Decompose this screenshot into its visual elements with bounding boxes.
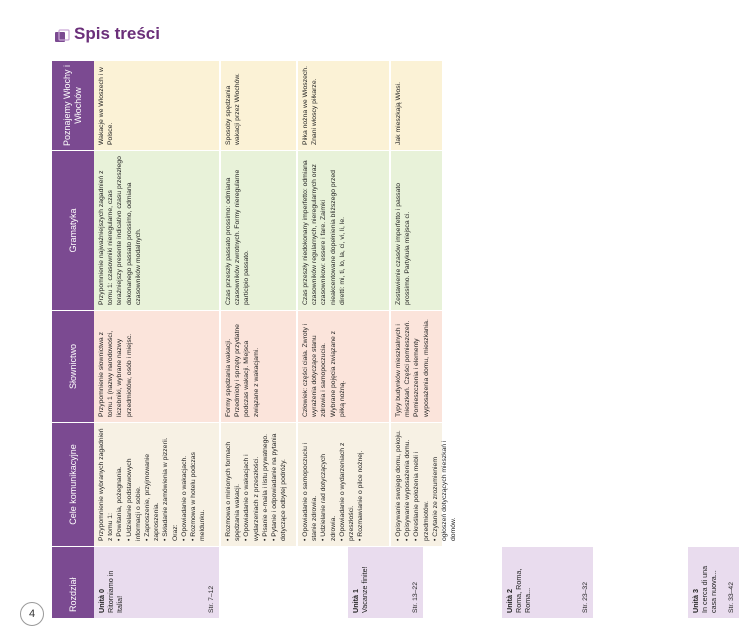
communication-item: • Opisywanie swojego domu, pokoju. bbox=[394, 428, 403, 541]
unit-pages: Str. 33–42 bbox=[727, 582, 735, 613]
communication-item: • Czytanie ze zrozumieniem ogłoszeń dotyczących mieszkań i domów. bbox=[431, 428, 459, 541]
column-header-grammar: Gramatyka bbox=[52, 150, 94, 310]
communication-item: • Opisywanie wyposażenia domu. bbox=[403, 428, 412, 541]
communication-item: • Powitania, pożegnania. bbox=[115, 428, 124, 541]
grammar-cell: Przypomnienie najważniejszych zagadnień z tomu 1: czasowniki nieregularne, czas teraźniejszy presente indicativo czasu przeszłego dokonanego passato prossimo, odmiana czasowników modalnych. bbox=[94, 150, 221, 310]
communication-item: • Rozmowa w hotelu podczas meldunku. bbox=[189, 428, 207, 541]
unit-cell bbox=[502, 546, 595, 618]
vocabulary-cell: Człowiek: części ciała. Zwroty i wyrażenia dotyczące stanu zdrowia i samopoczucia. Wybrane pojęcia związane z piłką nożną. bbox=[298, 310, 391, 422]
communication-cell bbox=[221, 422, 298, 546]
column-header-chapter: Rozdział bbox=[52, 546, 94, 618]
communication-item: Przypomnienie wybranych zagadnień z tomu 1: bbox=[98, 428, 115, 541]
grammar-cell: Zestawienie czasów imperfetto i passato prossimo. Partykuła miejsca ci. bbox=[391, 150, 444, 310]
column-vocabulary bbox=[52, 310, 444, 422]
culture-cell: Wakacje we Włoszech i w Polsce. bbox=[94, 60, 221, 150]
vocabulary-cell: Formy spędzania wakacji. Przedmioty i sprzęty przydatne podczas wakacji. Miejsca związane z wakacjami. bbox=[221, 310, 298, 422]
culture-cell: Jak mieszkają Włosi. bbox=[391, 60, 444, 150]
unit-pages: Str. 13–22 bbox=[411, 582, 419, 613]
page-title: Spis treści bbox=[74, 24, 160, 43]
unit-label: Unità 2 bbox=[505, 589, 514, 613]
communication-item: • Udzielanie rad dotyczących zdrowia. bbox=[319, 428, 337, 541]
column-header-communication: Cele komunikacyjne bbox=[52, 422, 94, 546]
column-chapter bbox=[52, 546, 735, 618]
communication-item: • Rozmowa o minionych formach spędzania wakacji. bbox=[224, 428, 242, 541]
communication-item: • Opowiadanie o samopoczuciu i stanie zdrowia. bbox=[301, 428, 319, 541]
culture-cell: Piłka nożna we Włoszech. Znani włoscy piłkarze. bbox=[298, 60, 391, 150]
communication-item: • Pisanie e-maila i listu prywatnego. bbox=[261, 428, 270, 541]
column-communication bbox=[52, 422, 458, 546]
communication-item: • Opowiadanie o wakacjach i wydarzeniach z przeszłości. bbox=[242, 428, 260, 541]
vocabulary-cell: Typy budynków mieszkalnych i mieszkań. Części pomieszczeń. Pomieszczenia i elementy wyposażenia domu, mieszkania. bbox=[391, 310, 444, 422]
unit-pages: Str. 7–12 bbox=[207, 585, 215, 613]
column-header-vocabulary: Słownictwo bbox=[52, 310, 94, 422]
communication-cell bbox=[94, 422, 221, 546]
unit-title: Vacanze finite! bbox=[360, 566, 370, 613]
page-number: 4 bbox=[20, 602, 44, 626]
unit-title: Ritorniamo in Italia! bbox=[106, 570, 125, 613]
communication-item: • Określanie położenia mebli i przedmiotów. bbox=[412, 428, 430, 541]
communication-cell bbox=[298, 422, 391, 546]
unit-label: Unità 3 bbox=[691, 589, 700, 613]
communication-cell bbox=[391, 422, 458, 546]
unit-cell bbox=[688, 546, 741, 618]
unit-pages: Str. 23–32 bbox=[581, 582, 589, 613]
purple-square-icon bbox=[55, 30, 69, 44]
vocabulary-cell: Przypomnienie słownictwa z tomu 1 (nazwy narodowości, liczebniki, wybrane nazwy przedmiotów, osób i miejsc. bbox=[94, 310, 221, 422]
unit-label: Unità 0 bbox=[97, 589, 106, 613]
communication-item: • Opowiadanie o wydarzeniach z przeszłości. bbox=[338, 428, 356, 541]
grammar-cell: Czas przeszły niedokonany imperfetto: odmiana czasowników regularnych, nieregularnych oraz czasownikow: essere i fare. Zaimki nieakcentowane dopełnienia bliższego przed diretti: mi, ti, lo, la, ci, vi, li, le. bbox=[298, 150, 391, 310]
culture-cell: Sposoby spędzania wakacji przez Włochów. bbox=[221, 60, 298, 150]
communication-item: • Opowiadanie o wakacjach. bbox=[180, 428, 189, 541]
contents-table bbox=[52, 60, 735, 618]
unit-title: Roma, Roma, Roma... bbox=[514, 568, 533, 613]
unit-cell bbox=[94, 546, 221, 618]
page-header bbox=[0, 0, 458, 52]
communication-item: • Zaproszenie, przyjmowanie zaproszenia. bbox=[143, 428, 161, 541]
communication-item: • Rozmawianie o pilce nożnej. bbox=[356, 428, 365, 541]
communication-item: • Pytanie i odpowiadanie na pytania dotyczące odbytej podróży. bbox=[270, 428, 288, 541]
unit-cell bbox=[348, 546, 425, 618]
communication-item: Oraz: bbox=[171, 524, 179, 541]
grammar-cell: Czas przeszły passato prossimo: odmiana czasowników zwrotnych. Formy nieregularne participio passato. bbox=[221, 150, 298, 310]
column-header-culture: Poznajemy Włochy i Włochów bbox=[52, 60, 94, 150]
column-grammar bbox=[52, 150, 444, 310]
communication-item: • Składanie zamówienia w pizzerii. bbox=[161, 428, 170, 541]
unit-label: Unità 1 bbox=[351, 589, 360, 613]
communication-item: • Udzielanie podstawowych informacji o sobie. bbox=[125, 428, 143, 541]
unit-title: In cerca di una casa nuova... bbox=[700, 565, 719, 613]
column-culture bbox=[52, 60, 444, 150]
